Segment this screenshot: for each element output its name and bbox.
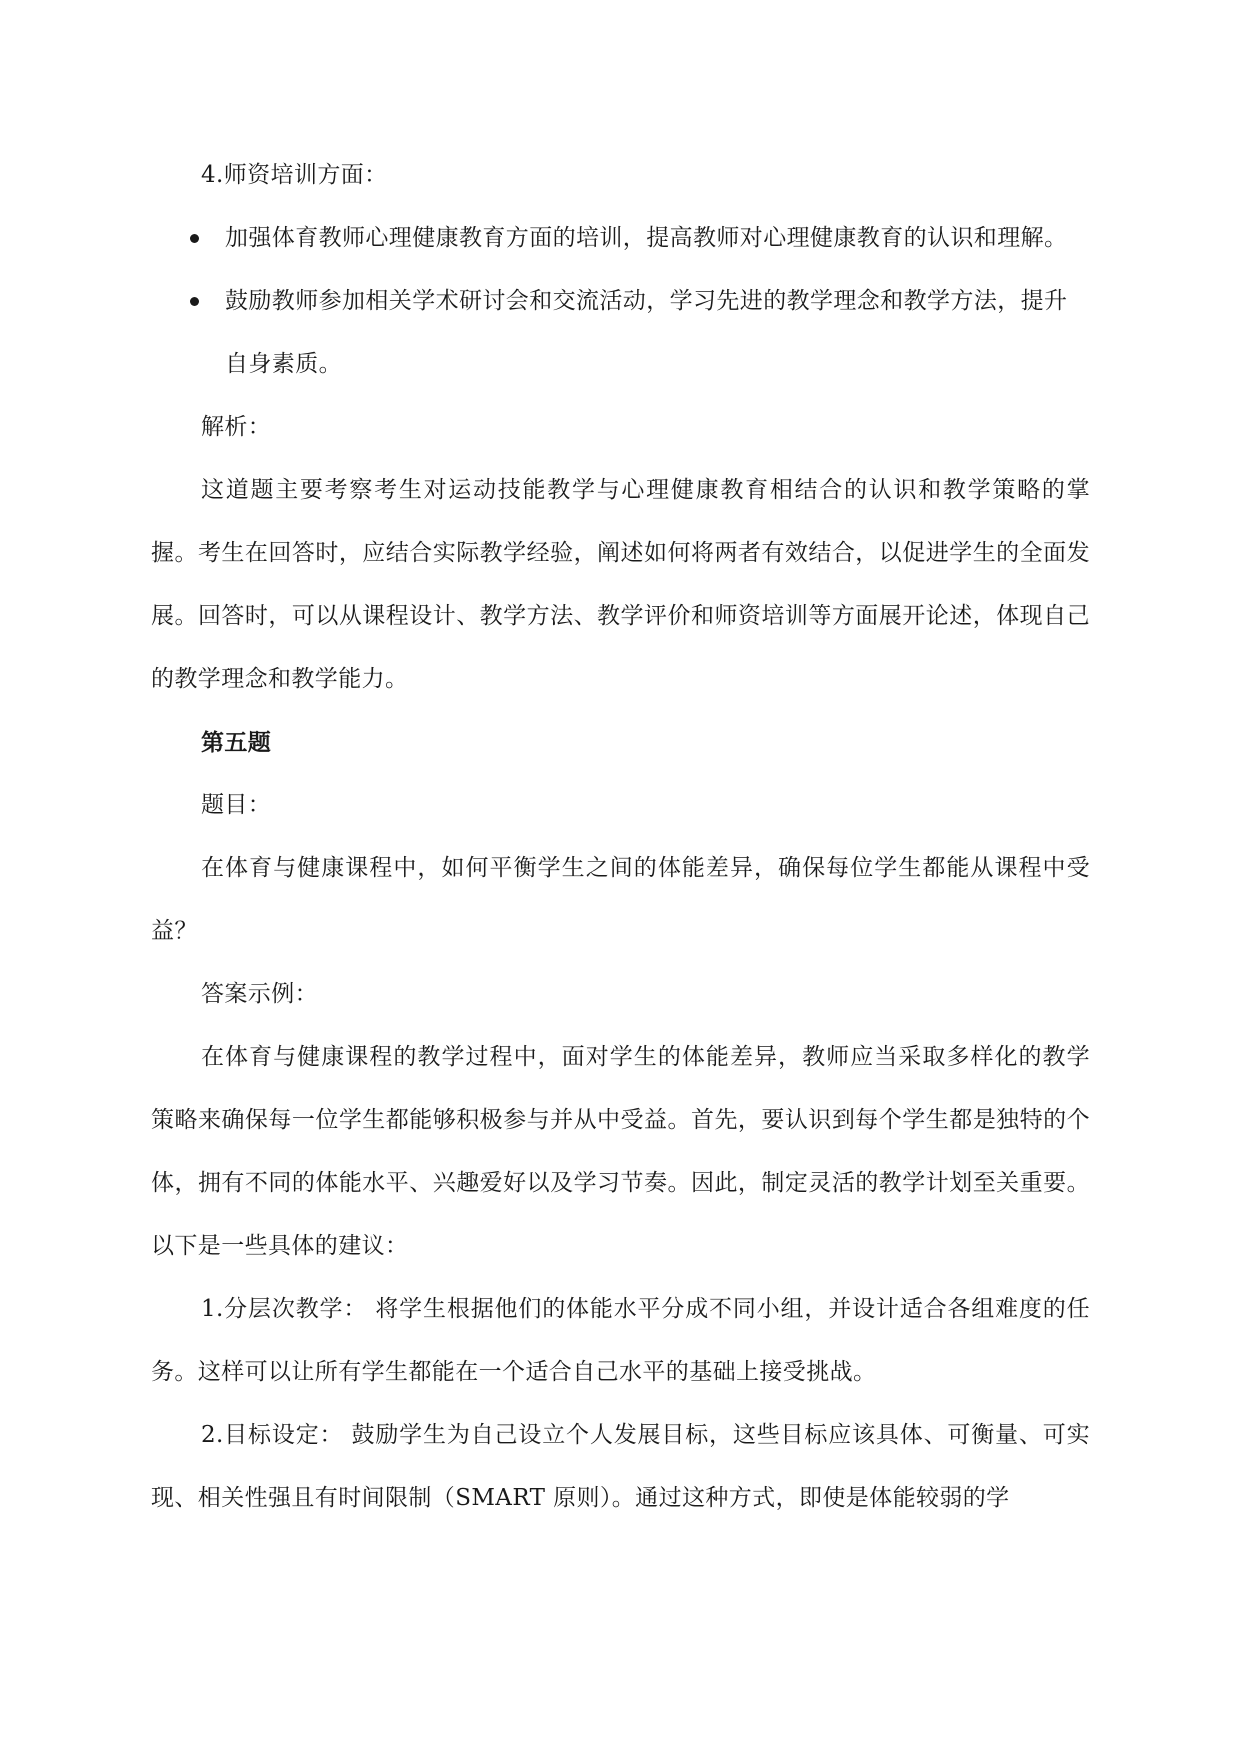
answer-point-2: 2.目标设定： 鼓励学生为自己设立个人发展目标，这些目标应该具体、可衡量、可实现、相关性强且有时间限制（SMART 原则）。通过这种方式，即使是体能较弱的学 (151, 1422, 1090, 1511)
question5-title: 第五题 (201, 729, 272, 756)
question-text: 在体育与健康课程中，如何平衡学生之间的体能差异，确保每位学生都能从课程中受益？ (151, 855, 1090, 944)
section4-bullet-list (151, 207, 1090, 396)
answer-intro: 在体育与健康课程的教学过程中，面对学生的体能差异，教师应当采取多样化的教学策略来确保每一位学生都能够积极参与并从中受益。首先，要认识到每个学生都是独特的个体，拥有不同的体能水平、兴趣爱好以及学习节奏。因此，制定灵活的教学计划至关重要。以下是一些具体的建议： (151, 1044, 1090, 1259)
document-body (151, 144, 1090, 1530)
bullet-text: 加强体育教师心理健康教育方面的培训，提高教师对心理健康教育的认识和理解。 (225, 225, 1068, 251)
answer-point-1: 1.分层次教学： 将学生根据他们的体能水平分成不同小组，并设计适合各组难度的任务。这样可以让所有学生都能在一个适合自己水平的基础上接受挑战。 (151, 1296, 1090, 1385)
bullet-icon (190, 234, 199, 243)
analysis-text: 这道题主要考察考生对运动技能教学与心理健康教育相结合的认识和教学策略的掌握。考生在回答时，应结合实际教学经验，阐述如何将两者有效结合，以促进学生的全面发展。回答时，可以从课程设计、教学方法、教学评价和师资培训等方面展开论述，体现自己的教学理念和教学能力。 (151, 477, 1090, 692)
question-label: 题目： (201, 792, 272, 818)
list-item (151, 207, 1090, 270)
bullet-text: 鼓励教师参加相关学术研讨会和交流活动，学习先进的教学理念和教学方法，提升自身素质。 (225, 288, 1068, 377)
section4-heading: 4.师资培训方面： (201, 162, 388, 188)
list-item (151, 270, 1090, 396)
answer-label: 答案示例： (201, 981, 318, 1007)
analysis-label: 解析： (201, 414, 272, 440)
bullet-icon (190, 297, 199, 306)
